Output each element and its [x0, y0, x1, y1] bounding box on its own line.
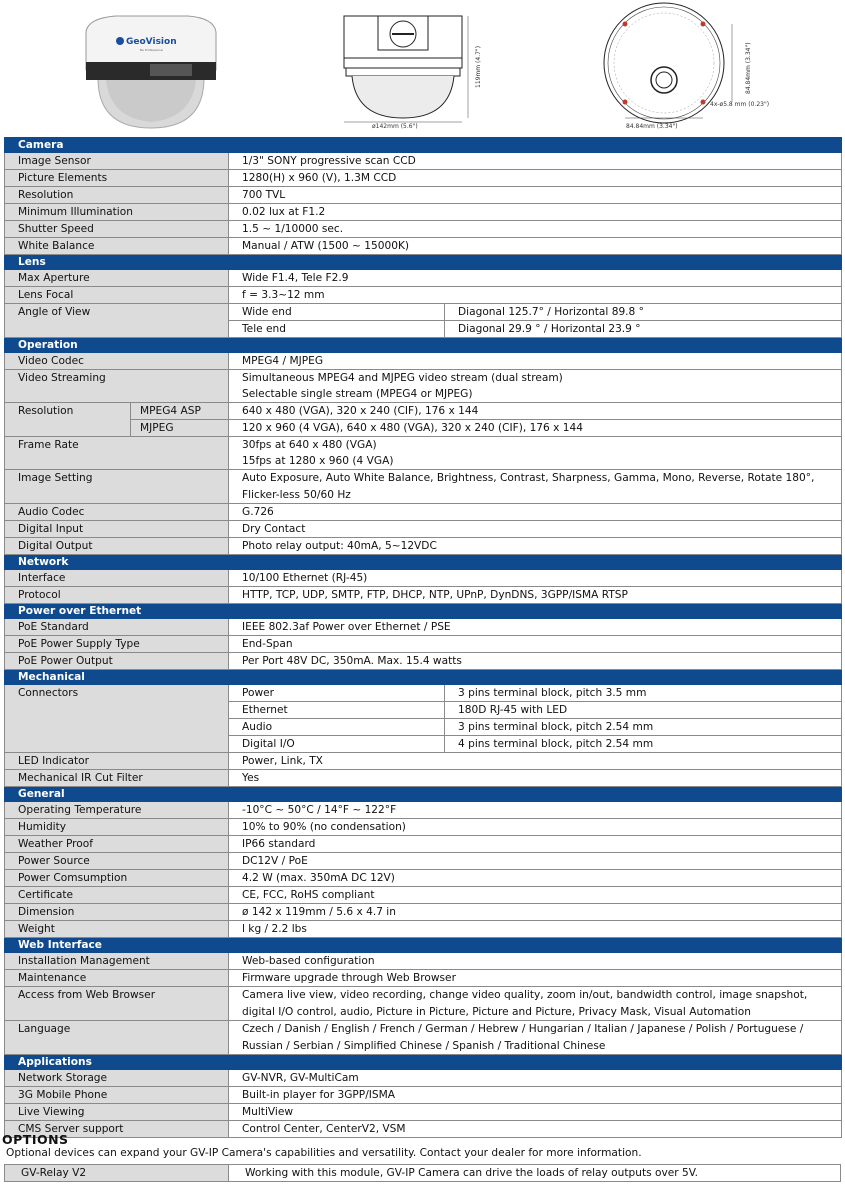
- spec-label: Image Sensor: [5, 153, 229, 170]
- spec-value: Web-based configuration: [229, 953, 842, 970]
- option-value: Working with this module, GV-IP Camera can drive the loads of relay outputs over 5V.: [229, 1165, 841, 1182]
- spec-label: Interface: [5, 570, 229, 587]
- spec-label: Video Streaming: [5, 370, 229, 403]
- spec-subvalue: Tele end: [229, 321, 445, 338]
- spec-value: 640 x 480 (VGA), 320 x 240 (CIF), 176 x 144: [229, 403, 842, 420]
- spec-value: Built-in player for 3GPP/ISMA: [229, 1087, 842, 1104]
- logo-subtext: Be Professional: [140, 48, 163, 52]
- spec-row: [5, 853, 842, 870]
- options-description: Optional devices can expand your GV-IP Camera's capabilities and versatility. Contact your dealer for more information.: [6, 1147, 642, 1159]
- spec-value: MPEG4 / MJPEG: [229, 353, 842, 370]
- spec-value: Diagonal 29.9 ° / Horizontal 23.9 °: [445, 321, 842, 338]
- spec-label: Frame Rate: [5, 437, 229, 470]
- spec-row: [5, 970, 842, 987]
- section-title: General: [5, 787, 842, 802]
- spec-label: PoE Power Output: [5, 653, 229, 670]
- spec-row: [5, 904, 842, 921]
- logo-text: GeoVision: [126, 37, 177, 47]
- option-label: GV-Relay V2: [5, 1165, 229, 1182]
- spec-value-line: 30fps at 640 x 480 (VGA): [242, 439, 377, 451]
- spec-row: [5, 221, 842, 238]
- spec-subvalue: Power: [229, 685, 445, 702]
- spec-row: [5, 270, 842, 287]
- spec-subvalue: Ethernet: [229, 702, 445, 719]
- spec-value: DC12V / PoE: [229, 853, 842, 870]
- section-header: [5, 555, 842, 570]
- product-drawings: [0, 0, 845, 136]
- spec-label: Max Aperture: [5, 270, 229, 287]
- section-title: Operation: [5, 338, 842, 353]
- spec-value: 3 pins terminal block, pitch 3.5 mm: [445, 685, 842, 702]
- spec-value: CE, FCC, RoHS compliant: [229, 887, 842, 904]
- spec-value: Firmware upgrade through Web Browser: [229, 970, 842, 987]
- spec-row: [5, 1087, 842, 1104]
- spec-value: l kg / 2.2 lbs: [229, 921, 842, 938]
- spec-label: Picture Elements: [5, 170, 229, 187]
- spec-label: Maintenance: [5, 970, 229, 987]
- spec-value: [229, 370, 842, 403]
- spec-row: [5, 1121, 842, 1138]
- spec-row: [5, 170, 842, 187]
- spec-label: Video Codec: [5, 353, 229, 370]
- dim-diameter: ø142mm (5.6"): [372, 123, 418, 130]
- spec-value: Manual / ATW (1500 ~ 15000K): [229, 238, 842, 255]
- spec-row: [5, 587, 842, 604]
- spec-value: Yes: [229, 770, 842, 787]
- spec-row: [5, 420, 842, 437]
- spec-subvalue: Digital I/O: [229, 736, 445, 753]
- spec-row: [5, 238, 842, 255]
- spec-value: ø 142 x 119mm / 5.6 x 4.7 in: [229, 904, 842, 921]
- spec-value: Camera live view, video recording, change video quality, zoom in/out, bandwidth control, image snapshot, digital I/O control, audio, Picture in Picture, Picture and Picture, Privacy Mask, Visual Automation: [229, 987, 842, 1021]
- spec-row: [5, 353, 842, 370]
- spec-value: GV-NVR, GV-MultiCam: [229, 1070, 842, 1087]
- spec-label: Minimum Illumination: [5, 204, 229, 221]
- section-title: Applications: [5, 1055, 842, 1070]
- spec-label: Digital Input: [5, 521, 229, 538]
- spec-label: 3G Mobile Phone: [5, 1087, 229, 1104]
- spec-row: [5, 204, 842, 221]
- options-table: [4, 1164, 841, 1182]
- spec-row: [5, 836, 842, 853]
- section-header: [5, 1055, 842, 1070]
- spec-label: Weight: [5, 921, 229, 938]
- spec-subvalue: Audio: [229, 719, 445, 736]
- spec-row: [5, 921, 842, 938]
- spec-label: Audio Codec: [5, 504, 229, 521]
- spec-row: [5, 403, 842, 420]
- spec-value: 4.2 W (max. 350mA DC 12V): [229, 870, 842, 887]
- spec-label: PoE Power Supply Type: [5, 636, 229, 653]
- spec-table: [4, 137, 842, 1138]
- spec-row: [5, 953, 842, 970]
- section-title: Camera: [5, 138, 842, 153]
- spec-label: Protocol: [5, 587, 229, 604]
- spec-row: [5, 153, 842, 170]
- spec-row: [5, 304, 842, 321]
- spec-value: 10% to 90% (no condensation): [229, 819, 842, 836]
- spec-value: Control Center, CenterV2, VSM: [229, 1121, 842, 1138]
- spec-label: Network Storage: [5, 1070, 229, 1087]
- section-header: [5, 604, 842, 619]
- dim-bottom: 84.84mm (3.34"): [626, 123, 678, 130]
- spec-row: [5, 802, 842, 819]
- spec-row: [5, 1104, 842, 1121]
- spec-label: Mechanical IR Cut Filter: [5, 770, 229, 787]
- spec-label: Lens Focal: [5, 287, 229, 304]
- spec-row: [5, 570, 842, 587]
- options-heading: OPTIONS: [2, 1132, 69, 1147]
- section-header: [5, 255, 842, 270]
- spec-value-line: Selectable single stream (MPEG4 or MJPEG): [242, 388, 473, 400]
- spec-value: 180D RJ-45 with LED: [445, 702, 842, 719]
- section-header: [5, 338, 842, 353]
- spec-row: [5, 470, 842, 504]
- spec-row: [5, 504, 842, 521]
- spec-row: [5, 685, 842, 702]
- spec-value-line: Simultaneous MPEG4 and MJPEG video stream (dual stream): [242, 372, 563, 384]
- spec-value: Per Port 48V DC, 350mA. Max. 15.4 watts: [229, 653, 842, 670]
- section-title: Mechanical: [5, 670, 842, 685]
- options-row: [5, 1165, 841, 1182]
- section-header: [5, 938, 842, 953]
- spec-value: Czech / Danish / English / French / German / Hebrew / Hungarian / Italian / Japanese / Polish / Portuguese / Russian / Serbian / Simplified Chinese / Spanish / Traditional Chinese: [229, 1021, 842, 1055]
- spec-row: [5, 770, 842, 787]
- spec-value: 3 pins terminal block, pitch 2.54 mm: [445, 719, 842, 736]
- spec-value: Diagonal 125.7° / Horizontal 89.8 °: [445, 304, 842, 321]
- spec-row: [5, 819, 842, 836]
- spec-label: Angle of View: [5, 304, 229, 338]
- spec-value: -10°C ~ 50°C / 14°F ~ 122°F: [229, 802, 842, 819]
- section-header: [5, 138, 842, 153]
- spec-value-line: 15fps at 1280 x 960 (4 VGA): [242, 455, 394, 467]
- spec-value: Power, Link, TX: [229, 753, 842, 770]
- spec-label: Humidity: [5, 819, 229, 836]
- dim-holes: 4x-ø5.8 mm (0.23"): [710, 101, 770, 108]
- spec-value: HTTP, TCP, UDP, SMTP, FTP, DHCP, NTP, UPnP, DynDNS, 3GPP/ISMA RTSP: [229, 587, 842, 604]
- spec-value: 700 TVL: [229, 187, 842, 204]
- spec-value: f = 3.3~12 mm: [229, 287, 842, 304]
- spec-value: 120 x 960 (4 VGA), 640 x 480 (VGA), 320 x 240 (CIF), 176 x 144: [229, 420, 842, 437]
- spec-label: Weather Proof: [5, 836, 229, 853]
- section-title: Lens: [5, 255, 842, 270]
- spec-row: [5, 287, 842, 304]
- spec-label: Live Viewing: [5, 1104, 229, 1121]
- spec-value: 10/100 Ethernet (RJ-45): [229, 570, 842, 587]
- spec-value: MultiView: [229, 1104, 842, 1121]
- spec-label: Power Comsumption: [5, 870, 229, 887]
- spec-label: Language: [5, 1021, 229, 1055]
- spec-value: 1280(H) x 960 (V), 1.3M CCD: [229, 170, 842, 187]
- camera-photo: [76, 0, 226, 132]
- spec-row: [5, 653, 842, 670]
- spec-row: [5, 370, 842, 403]
- spec-label: PoE Standard: [5, 619, 229, 636]
- spec-row: [5, 187, 842, 204]
- spec-value: Wide F1.4, Tele F2.9: [229, 270, 842, 287]
- spec-label: Installation Management: [5, 953, 229, 970]
- section-title: Web Interface: [5, 938, 842, 953]
- spec-value: IP66 standard: [229, 836, 842, 853]
- dim-side: 84.84mm (3.34"): [745, 42, 752, 94]
- spec-label: White Balance: [5, 238, 229, 255]
- spec-row: [5, 521, 842, 538]
- spec-row: [5, 753, 842, 770]
- spec-row: [5, 987, 842, 1021]
- spec-value: Photo relay output: 40mA, 5~12VDC: [229, 538, 842, 555]
- section-title: Power over Ethernet: [5, 604, 842, 619]
- spec-row: [5, 870, 842, 887]
- section-title: Network: [5, 555, 842, 570]
- spec-label: Certificate: [5, 887, 229, 904]
- spec-value: 4 pins terminal block, pitch 2.54 mm: [445, 736, 842, 753]
- spec-row: [5, 1070, 842, 1087]
- spec-row: [5, 636, 842, 653]
- spec-label: LED Indicator: [5, 753, 229, 770]
- spec-row: [5, 538, 842, 555]
- spec-label: Operating Temperature: [5, 802, 229, 819]
- spec-label: Resolution: [5, 403, 131, 437]
- spec-row: [5, 887, 842, 904]
- spec-label: Power Source: [5, 853, 229, 870]
- spec-value: [229, 437, 842, 470]
- spec-value: Dry Contact: [229, 521, 842, 538]
- spec-label: Digital Output: [5, 538, 229, 555]
- spec-row: [5, 619, 842, 636]
- section-header: [5, 670, 842, 685]
- spec-value: G.726: [229, 504, 842, 521]
- spec-label: Dimension: [5, 904, 229, 921]
- spec-label: Shutter Speed: [5, 221, 229, 238]
- spec-label: Resolution: [5, 187, 229, 204]
- spec-label: Access from Web Browser: [5, 987, 229, 1021]
- spec-row: [5, 1021, 842, 1055]
- spec-label: CMS Server support: [5, 1121, 229, 1138]
- spec-row: [5, 437, 842, 470]
- spec-value: 1/3" SONY progressive scan CCD: [229, 153, 842, 170]
- top-view-drawing: [592, 0, 792, 132]
- section-header: [5, 787, 842, 802]
- spec-label: Image Setting: [5, 470, 229, 504]
- spec-value: End-Span: [229, 636, 842, 653]
- spec-value: Auto Exposure, Auto White Balance, Brightness, Contrast, Sharpness, Gamma, Mono, Reverse, Rotate 180°, Flicker-less 50/60 Hz: [229, 470, 842, 504]
- dim-height: 119mm (4.7"): [475, 45, 482, 88]
- side-view-drawing: [330, 0, 500, 132]
- spec-value: 0.02 lux at F1.2: [229, 204, 842, 221]
- spec-sublabel: MPEG4 ASP: [131, 403, 229, 420]
- spec-sublabel: MJPEG: [131, 420, 229, 437]
- spec-value: 1.5 ~ 1/10000 sec.: [229, 221, 842, 238]
- spec-subvalue: Wide end: [229, 304, 445, 321]
- spec-value: IEEE 802.3af Power over Ethernet / PSE: [229, 619, 842, 636]
- spec-label: Connectors: [5, 685, 229, 753]
